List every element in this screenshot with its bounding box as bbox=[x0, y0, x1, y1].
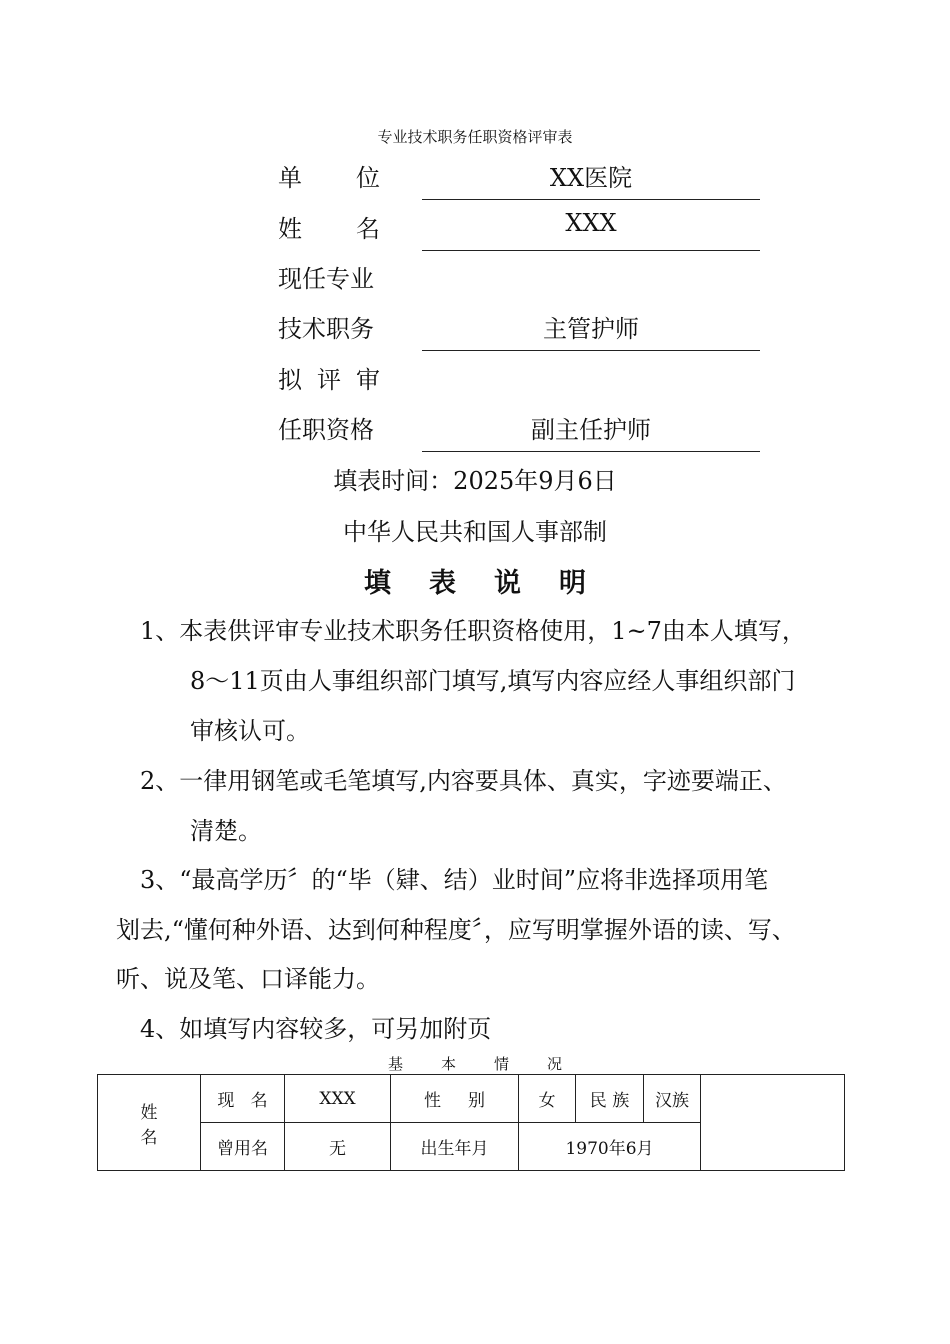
name-group-char: 姓 bbox=[140, 1102, 158, 1123]
proposed-label-char: 评 bbox=[317, 366, 341, 394]
current-title-label-1: 现任专业 bbox=[278, 265, 374, 293]
instruction-1-line-2: 8～11页由人事组织部门填写,填写内容应经人事组织部门 bbox=[190, 667, 796, 695]
proposed-label-1 bbox=[278, 360, 380, 395]
instruction-1-line-3: 审核认可。 bbox=[190, 717, 310, 745]
photo-cell bbox=[701, 1075, 845, 1171]
proposed-label-char: 拟 bbox=[278, 366, 302, 394]
proposed-qualification-value: 副主任护师 bbox=[531, 416, 651, 444]
instruction-2-line-1: 2、一律用钢笔或毛笔填写,内容要具体、真实，字迹要端正、 bbox=[140, 767, 787, 795]
current-name-label-char: 名 bbox=[250, 1091, 268, 1111]
former-name-value: 无 bbox=[285, 1123, 391, 1171]
current-name-label bbox=[201, 1075, 285, 1123]
proposed-underline bbox=[422, 451, 760, 452]
instruction-3-line-2: 划去,“懂何种外语、达到何种程度〞，应写明掌握外语的读、写、 bbox=[116, 916, 796, 944]
fill-date: 填表时间：2025年9月6日 bbox=[333, 467, 617, 495]
gender-label bbox=[391, 1075, 519, 1123]
current-title-label-2: 技术职务 bbox=[278, 315, 374, 343]
unit-label bbox=[278, 158, 380, 193]
name-value: XXX bbox=[565, 209, 617, 237]
current-title-underline bbox=[422, 350, 760, 351]
current-name-label-char: 现 bbox=[217, 1091, 235, 1111]
issuer: 中华人民共和国人事部制 bbox=[343, 518, 607, 546]
ethnicity-label-char: 民 bbox=[589, 1091, 607, 1111]
name-label bbox=[278, 209, 380, 244]
name-label-char: 姓 bbox=[278, 215, 302, 243]
basic-info-table bbox=[97, 1074, 845, 1171]
unit-underline bbox=[422, 199, 760, 200]
document-title: 专业技术职务任职资格评审表 bbox=[377, 128, 573, 146]
instruction-1-line-1: 1、本表供评审专业技术职务任职资格使用，1~7由本人填写， bbox=[140, 617, 806, 645]
gender-value: 女 bbox=[519, 1075, 576, 1123]
proposed-label-char: 审 bbox=[356, 366, 380, 394]
unit-label-char: 位 bbox=[356, 164, 380, 192]
name-group-cell bbox=[98, 1075, 201, 1171]
current-title-value: 主管护师 bbox=[543, 315, 639, 343]
instruction-3-line-3: 听、说及笔、口译能力。 bbox=[116, 965, 380, 993]
instruction-2-line-2: 清楚。 bbox=[190, 817, 262, 845]
name-underline bbox=[422, 250, 760, 251]
ethnicity-value: 汉族 bbox=[644, 1075, 701, 1123]
gender-label-char: 性 bbox=[423, 1091, 441, 1111]
current-name-value: XXX bbox=[285, 1075, 391, 1123]
ethnicity-label-char: 族 bbox=[612, 1091, 630, 1111]
name-label-char: 名 bbox=[356, 215, 380, 243]
instruction-4: 4、如填写内容较多，可另加附页 bbox=[140, 1015, 492, 1043]
table-row bbox=[98, 1075, 845, 1123]
birth-label: 出生年月 bbox=[391, 1123, 519, 1171]
basic-info-caption: 基本情况 bbox=[387, 1055, 600, 1073]
former-name-label: 曾用名 bbox=[201, 1123, 285, 1171]
birth-value: 1970年6月 bbox=[519, 1123, 701, 1171]
gender-label-char: 别 bbox=[468, 1091, 486, 1111]
instruction-3-line-1: 3、“最高学历〞的“毕（肄、结）业时间”应将非选择项用笔 bbox=[140, 866, 769, 894]
unit-value: XX医院 bbox=[549, 164, 633, 192]
instructions-heading: 填表说明 bbox=[364, 568, 624, 599]
proposed-label-2: 任职资格 bbox=[278, 416, 374, 444]
unit-label-char: 单 bbox=[278, 164, 302, 192]
ethnicity-label bbox=[576, 1075, 644, 1123]
name-group-char: 名 bbox=[140, 1127, 158, 1148]
